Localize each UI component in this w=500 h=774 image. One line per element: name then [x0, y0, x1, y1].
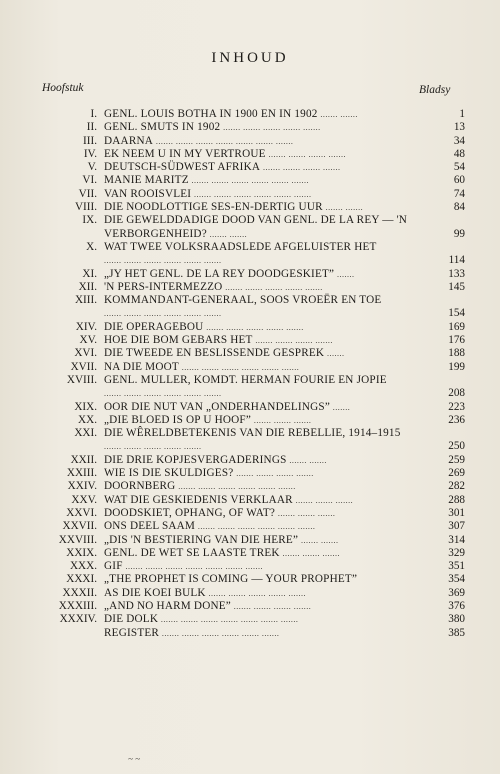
page-number: 369 — [448, 586, 465, 599]
toc-entry — [0, 467, 500, 480]
chapter-number: XXX. — [69, 560, 97, 573]
dot-leader: ....... — [332, 402, 351, 412]
page-number: 376 — [448, 599, 465, 612]
chapter-title: VAN ROOISVLEI — [104, 187, 192, 200]
chapter-title-block — [104, 281, 430, 294]
page-number: 329 — [448, 546, 465, 559]
page-number: 145 — [448, 280, 465, 293]
page-number: 188 — [448, 347, 465, 360]
toc-entry — [0, 148, 500, 161]
chapter-number: IV. — [83, 147, 97, 160]
toc-entry — [0, 507, 500, 520]
chapter-title: DIE DOLK — [104, 613, 159, 626]
chapter-title: DIE DRIE KOPJESVERGADERINGS — [104, 453, 287, 466]
dot-leader: ....... ....... ....... ....... ....... ....... — [161, 628, 280, 638]
dot-leader: ....... ....... ....... ....... ....... — [208, 588, 306, 598]
chapter-number: V. — [87, 161, 97, 174]
chapter-title-block — [104, 347, 430, 360]
chapter-title: „DIS 'N BESTIERING VAN DIE HERE” — [104, 533, 299, 546]
page-number: 54 — [453, 161, 465, 174]
chapter-title: GENL. MULLER, KOMDT. HERMAN FOURIE EN JOPIE — [104, 373, 387, 386]
chapter-title-block — [104, 534, 430, 547]
chapter-title: „JY HET GENL. DE LA REY DOODGESKIET” — [104, 267, 335, 280]
chapter-number: XX. — [78, 413, 97, 426]
dot-leader: ....... ....... ....... ....... ....... ....... ....... — [160, 615, 299, 625]
chapter-title: DOODSKIET, OPHANG, OF WAT? — [104, 506, 276, 519]
page-number: 385 — [448, 626, 465, 639]
chapter-number: XXVI. — [66, 506, 97, 519]
toc-entry — [0, 401, 500, 414]
dot-leader: ....... ....... ....... ....... ....... ....... — [181, 362, 300, 372]
dot-leader: ....... — [327, 349, 345, 359]
chapter-title-block — [104, 613, 430, 626]
page-number: 380 — [448, 613, 465, 626]
page-number: 307 — [448, 520, 465, 533]
chapter-number: VIII. — [74, 201, 97, 214]
chapter-number: XV. — [79, 334, 97, 347]
page-number: 169 — [448, 320, 465, 333]
dot-leader: ....... ....... ....... ....... — [236, 469, 314, 479]
toc-entry — [0, 201, 500, 214]
chapter-number: XXXI. — [66, 573, 97, 586]
chapter-title-block — [104, 321, 430, 334]
page-number: 314 — [448, 533, 465, 546]
dot-leader: ....... ....... ....... ....... ....... ....... — [104, 309, 222, 319]
dot-leader: ....... ....... ....... ....... — [262, 163, 341, 173]
chapter-number: XXIX. — [66, 546, 97, 559]
page-number: 34 — [453, 134, 465, 147]
chapter-title-block — [104, 294, 430, 321]
chapter-title-block — [104, 401, 430, 414]
dot-leader: ....... ....... — [209, 229, 248, 239]
page-column-heading: Bladsy — [419, 84, 451, 96]
toc-entry — [0, 161, 500, 174]
page-number: 354 — [448, 573, 465, 586]
toc-entry — [0, 108, 500, 121]
toc-entry — [0, 374, 500, 401]
page-number: 176 — [448, 334, 465, 347]
chapter-title: KOMMANDANT-GENERAAL, SOOS VROEËR EN TOE — [104, 294, 382, 307]
chapter-column-heading: Hoofstuk — [42, 82, 84, 94]
toc-entry — [0, 188, 500, 201]
chapter-number: XXV. — [71, 493, 97, 506]
chapter-title-block — [104, 174, 430, 187]
chapter-number: XII. — [78, 280, 97, 293]
chapter-number: XXXII. — [62, 586, 97, 599]
chapter-title: OOR DIE NUT VAN „ONDERHANDELINGS” — [104, 400, 330, 413]
chapter-title: DIE GEWELDDADIGE DOOD VAN GENL. DE LA REY — 'N VERBORGENHEID? — [104, 214, 408, 240]
chapter-title-block — [104, 467, 430, 480]
chapter-title-block — [104, 494, 430, 507]
dot-leader: ....... ....... ....... ....... ....... ....... — [104, 256, 222, 266]
dot-leader: ....... ....... — [320, 110, 358, 119]
dot-leader: ....... ....... ....... ....... — [233, 601, 312, 611]
dot-leader: ....... ....... ....... ....... ....... ....... ....... — [155, 136, 294, 146]
chapter-title-block — [104, 587, 430, 600]
chapter-title: GENL. SMUTS IN 1902 — [104, 121, 221, 134]
chapter-title-block — [104, 414, 430, 427]
dot-leader: ....... ....... — [300, 535, 339, 545]
chapter-title: WIE IS DIE SKULDIGES? — [104, 467, 234, 480]
chapter-title-block — [104, 507, 430, 520]
page-number: 133 — [448, 267, 465, 280]
chapter-title-block — [104, 454, 430, 467]
chapter-title-block — [104, 201, 430, 214]
dot-leader: ....... ....... ....... ....... ....... — [225, 282, 323, 292]
chapter-title: MANIE MARITZ — [104, 174, 189, 187]
toc-entry — [0, 560, 500, 573]
toc-entry — [0, 268, 500, 281]
chapter-number: XIII. — [74, 294, 97, 307]
chapter-title-block — [104, 427, 430, 454]
chapter-title: DIE OPERAGEBOU — [104, 320, 204, 333]
dot-leader: ....... ....... ....... ....... ....... — [223, 123, 321, 133]
dot-leader: ....... ....... ....... ....... ....... ....... ....... — [125, 562, 263, 572]
chapter-title: DAARNA — [104, 134, 154, 147]
page-number: 208 — [448, 387, 465, 400]
page-number: 114 — [448, 254, 465, 267]
toc-entry — [0, 600, 500, 613]
chapter-number: XVI. — [74, 347, 97, 360]
dot-leader: ....... — [337, 269, 355, 279]
chapter-title-block — [104, 121, 430, 134]
chapter-number: XXI. — [74, 427, 97, 440]
page-number: 250 — [448, 440, 465, 453]
page-number: 236 — [448, 413, 465, 426]
page-number: 13 — [453, 121, 465, 134]
chapter-title-block — [104, 188, 430, 201]
dot-leader: ....... ....... ....... ....... — [255, 336, 333, 346]
chapter-title-block — [104, 268, 430, 281]
table-of-contents — [0, 108, 500, 640]
chapter-title-block — [104, 573, 430, 586]
page-number: 154 — [448, 307, 465, 320]
chapter-number: XXIV. — [67, 480, 97, 493]
chapter-title-block — [104, 241, 430, 268]
dot-leader: ....... ....... ....... ....... ....... ....... — [178, 482, 296, 492]
page-number: 74 — [453, 187, 465, 200]
chapter-title: GENL. LOUIS BOTHA IN 1900 EN IN 1902 — [104, 108, 318, 120]
chapter-title: DIE TWEEDE EN BESLISSENDE GESPREK — [104, 347, 325, 360]
toc-entry — [0, 627, 500, 640]
dot-leader: ....... ....... ....... — [277, 508, 336, 518]
chapter-title: ONS DEEL SAAM — [104, 520, 196, 533]
toc-entry — [0, 613, 500, 626]
toc-entry — [0, 427, 500, 454]
chapter-title-block — [104, 480, 430, 493]
chapter-title-block — [104, 161, 430, 174]
chapter-title-block — [104, 520, 430, 533]
toc-entry — [0, 361, 500, 374]
toc-entry — [0, 547, 500, 560]
dot-leader: ....... ....... ....... ....... ....... ....... — [104, 389, 222, 399]
toc-entry — [0, 520, 500, 533]
chapter-title: WAT TWEE VOLKSRAADSLEDE AFGELUISTER HET — [104, 240, 377, 253]
chapter-title: REGISTER — [104, 626, 160, 639]
page-number: 259 — [448, 453, 465, 466]
chapter-number: XVII. — [70, 360, 97, 373]
page-number: 199 — [448, 360, 465, 373]
chapter-title: 'N PERS-INTERMEZZO — [104, 280, 223, 293]
chapter-number: X. — [86, 240, 97, 253]
toc-entry — [0, 121, 500, 134]
dot-leader: ....... ....... ....... ....... ....... ....... — [194, 189, 312, 199]
toc-entry — [0, 454, 500, 467]
chapter-title: NA DIE MOOT — [104, 360, 179, 373]
chapter-number: XXVII. — [62, 520, 97, 533]
chapter-title-block — [104, 361, 430, 374]
chapter-number: XXXIII. — [58, 599, 97, 612]
chapter-title: „DIE BLOED IS OP U HOOF” — [104, 413, 252, 426]
toc-entry — [0, 135, 500, 148]
chapter-title: GENL. DE WET SE LAASTE TREK — [104, 546, 280, 559]
toc-entry — [0, 321, 500, 334]
page-number: 301 — [448, 506, 465, 519]
chapter-title-block — [104, 334, 430, 347]
chapter-title: GIF — [104, 560, 123, 573]
chapter-title: DIE WÊRELDBETEKENIS VAN DIE REBELLIE, 1914–1915 — [104, 427, 401, 440]
toc-entry — [0, 347, 500, 360]
dot-leader: ....... ....... — [289, 455, 327, 465]
page-title: INHOUD — [211, 50, 289, 66]
dot-leader: ....... ....... ....... ....... ....... ....... — [197, 522, 316, 532]
page-number: 223 — [448, 400, 465, 413]
chapter-title-block — [104, 214, 430, 241]
toc-entry — [0, 214, 500, 241]
toc-entry — [0, 480, 500, 493]
dot-leader: ....... ....... ....... ....... — [268, 149, 346, 159]
page-number: 84 — [453, 201, 465, 214]
page-number: 288 — [448, 493, 465, 506]
chapter-title: EK NEEM U IN MY VERTROUE — [104, 147, 266, 160]
chapter-number: I. — [90, 108, 97, 120]
toc-entry — [0, 294, 500, 321]
chapter-title-block — [104, 627, 430, 640]
chapter-number: VI. — [82, 174, 97, 187]
dot-leader: ....... ....... ....... — [295, 495, 354, 505]
page-number: 269 — [448, 467, 465, 480]
page-number: 99 — [453, 227, 465, 240]
chapter-number: XVIII. — [66, 373, 97, 386]
chapter-number: VII. — [78, 187, 97, 200]
chapter-title: „THE PROPHET IS COMING — YOUR PROPHET” — [104, 573, 358, 586]
dot-leader: ....... ....... ....... ....... ....... — [104, 442, 202, 452]
chapter-title: HOE DIE BOM GEBARS HET — [104, 334, 253, 347]
chapter-title-block — [104, 374, 430, 401]
dot-leader: ....... ....... — [325, 203, 364, 213]
chapter-title: WAT DIE GESKIEDENIS VERKLAAR — [104, 493, 293, 506]
page-number: 1 — [459, 108, 465, 120]
toc-entry — [0, 414, 500, 427]
toc-entry — [0, 573, 500, 586]
chapter-number: XXIII. — [66, 467, 97, 480]
chapter-title-block — [104, 560, 430, 573]
dot-leader: ....... ....... ....... ....... ....... — [206, 322, 304, 332]
chapter-title-block — [104, 148, 430, 161]
chapter-number: XIV. — [75, 320, 97, 333]
chapter-title-block — [104, 135, 430, 148]
toc-entry — [0, 174, 500, 187]
chapter-title-block — [104, 108, 430, 121]
chapter-number: XXXIV. — [59, 613, 97, 626]
dot-leader: ....... ....... ....... — [253, 415, 312, 425]
dot-leader: ....... ....... ....... ....... ....... ....... — [191, 176, 310, 186]
chapter-number: XXVIII. — [58, 533, 97, 546]
toc-entry — [0, 534, 500, 547]
pencil-mark: ~ ~ — [128, 754, 140, 764]
toc-entry — [0, 587, 500, 600]
chapter-title: AS DIE KOEI BULK — [104, 586, 206, 599]
toc-entry — [0, 494, 500, 507]
chapter-title: DEUTSCH-SÜDWEST AFRIKA — [104, 161, 261, 174]
toc-entry — [0, 334, 500, 347]
page-number: 48 — [453, 147, 465, 160]
dot-leader: ....... ....... ....... — [282, 548, 340, 558]
chapter-title: DIE NOODLOTTIGE SES-EN-DERTIG UUR — [104, 201, 323, 214]
chapter-title: „AND NO HARM DONE” — [104, 599, 231, 612]
chapter-title: DOORNBERG — [104, 480, 176, 493]
page-number: 282 — [448, 480, 465, 493]
chapter-title-block — [104, 547, 430, 560]
chapter-number: XIX. — [74, 400, 97, 413]
page-number: 60 — [453, 174, 465, 187]
page-number: 351 — [448, 560, 465, 573]
chapter-number: IX. — [82, 214, 97, 227]
toc-entry — [0, 241, 500, 268]
chapter-number: XXII. — [70, 453, 97, 466]
chapter-number: XI. — [82, 267, 97, 280]
chapter-number: III. — [83, 134, 97, 147]
chapter-title-block — [104, 600, 430, 613]
toc-entry — [0, 281, 500, 294]
chapter-number: II. — [86, 121, 97, 134]
